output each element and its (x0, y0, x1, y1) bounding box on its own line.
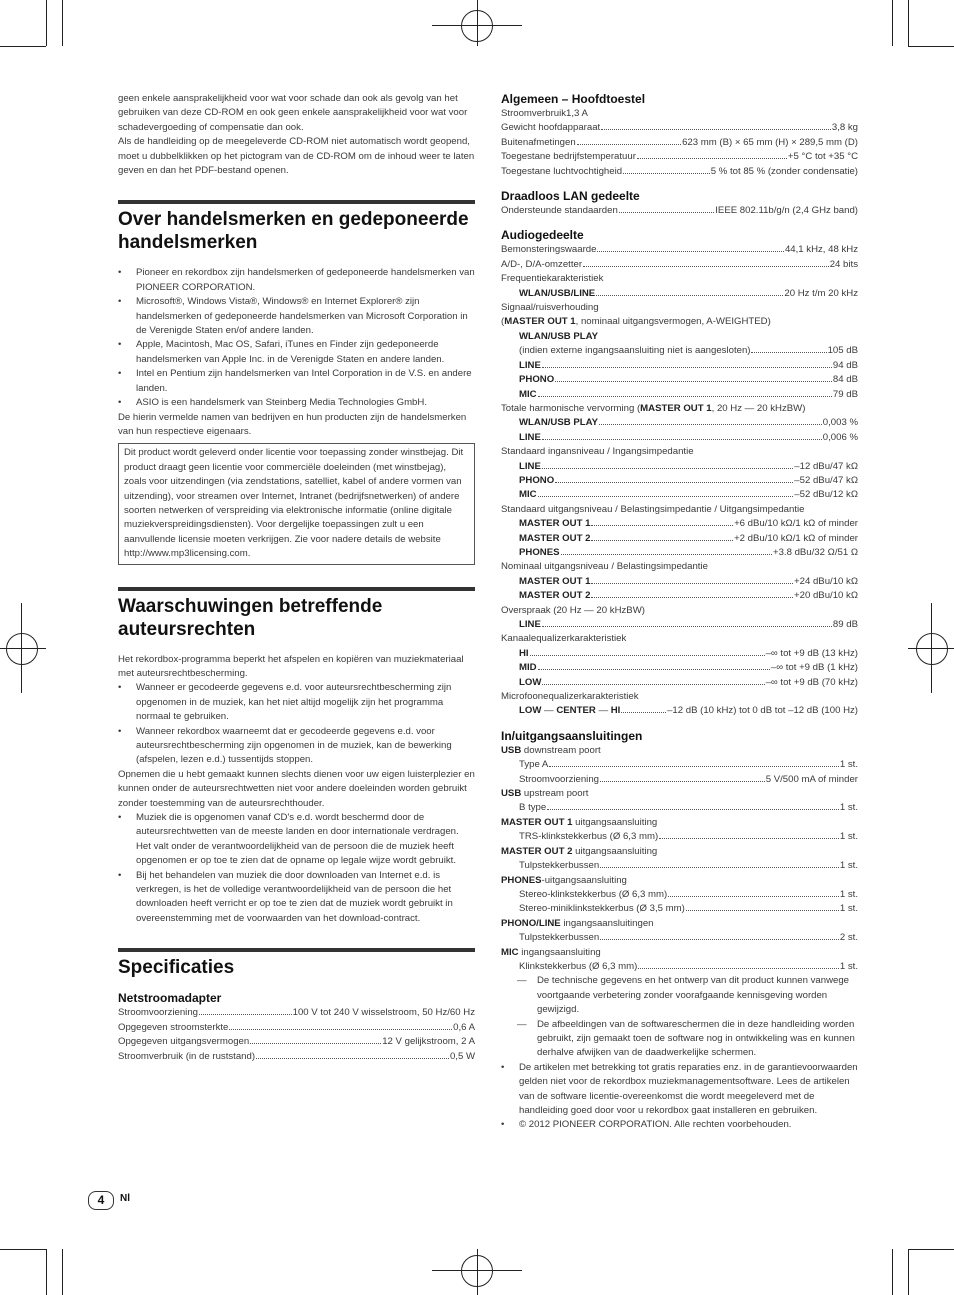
list-item: • Intel en Pentium zijn handelsmerken van Intel Corporation in de V.S. en andere landen. (118, 367, 475, 396)
spec-value: 2 st. (839, 932, 858, 944)
spec-value: 1 st. (839, 759, 858, 771)
spec-label: Stroomverbruik (in de ruststand) (118, 1050, 256, 1062)
spec-label: Klinkstekkerbus (Ø 6,3 mm) (519, 960, 638, 972)
spec-row (501, 136, 858, 150)
spec-label: MIC (519, 489, 537, 501)
spec-group-label: Standaard uitgangsniveau / Belastingsimpedantie / Uitgangsimpedantie (501, 503, 805, 515)
spec-label: WLAN/USB PLAY (519, 417, 599, 429)
spec-row (501, 258, 858, 272)
crop-mark (908, 1249, 909, 1295)
spec-row (501, 661, 858, 675)
spec-row (501, 165, 858, 179)
crop-mark (892, 1249, 893, 1295)
dash-note: — De technische gegevens en het ontwerp van dit product kunnen vanwege voortgaande verbetering zonder voorafgaande kennisgeving worden gewijzigd. (501, 974, 858, 1017)
list-item: • Muziek die is opgenomen vanaf CD's e.d. wordt beschermd door de auteursrechtwetten van de meeste landen en door internationale verdragen. Het valt onder de verantwoordelijkheid van de persoon die de muziek heeft opgenomen er op toe te zien dat de opname op legale wijze wordt gebruikt. (118, 811, 475, 869)
spec-row (501, 150, 858, 164)
spec-row (501, 647, 858, 661)
spec-row (501, 517, 858, 531)
spec-group-label: Nominaal uitgangsniveau / Belastingsimpedantie (501, 561, 708, 573)
spec-row (501, 758, 858, 772)
spec-label: MASTER OUT 1 (519, 518, 591, 530)
spec-label: Bemonsteringswaarde (501, 244, 597, 256)
spec-row (501, 960, 858, 974)
spec-label: Gewicht hoofdapparaat (501, 122, 601, 134)
spec-value: –52 dBu/47 kΩ (794, 474, 858, 486)
spec-label: Toegestane luchtvochtigheid (501, 165, 623, 177)
spec-value: –12 dB (10 kHz) tot 0 dB tot –12 dB (100 Hz) (667, 705, 858, 717)
spec-label: Stereo-klinkstekkerbus (Ø 6,3 mm) (519, 888, 668, 900)
list-item: • Microsoft®, Windows Vista®, Windows® en Internet Explorer® zijn handelsmerken of gedeponeerde handelsmerken van Microsoft Corporation in de Verenigde Staten en/of andere landen. (118, 295, 475, 338)
spec-label: Buitenafmetingen (501, 136, 576, 148)
list-item: • Bij het behandelen van muziek die door downloaden van Internet e.d. is verkregen, is het de volledige verantwoordelijkheid van de persoon die het downloaden heeft verricht er op toe te zien dat de muziek wordt gebruikt in overeenstemming met de voorwaarden van het download-contract. (118, 869, 475, 927)
spec-value: 1 st. (839, 888, 858, 900)
spec-value: 1 st. (839, 903, 858, 915)
spec-row (501, 416, 858, 430)
spec-label: MASTER OUT 2 (519, 590, 591, 602)
language-code: Nl (120, 1193, 130, 1204)
spec-group-label: (MASTER OUT 1, nominaal uitgangsvermogen, A-WEIGHTED) (501, 316, 771, 328)
list-item: • De artikelen met betrekking tot gratis reparaties enz. in de garantievoorwaarden gelden niet voor de rekordbox muziekmanagementsoftware. Lees de artikelen van de software licentie-overeenkomst die wordt meegeleverd met de handleiding goed door voor u rekordbox gaat installeren en gebruiken. (501, 1061, 858, 1119)
spec-row (501, 373, 858, 387)
spec-value: 1 st. (839, 831, 858, 843)
crop-mark (908, 46, 954, 47)
spec-label: Opgegeven stroomsterkte (118, 1021, 229, 1033)
general-heading: Algemeen – Hoofdtoestel (501, 92, 646, 106)
spec-value: 94 dB (832, 359, 858, 371)
spec-value: 84 dB (832, 374, 858, 386)
spec-row (501, 532, 858, 546)
spec-value: +6 dBu/10 kΩ/1 kΩ of minder (734, 518, 858, 530)
left-column (118, 92, 475, 1064)
spec-label: MID (519, 662, 537, 674)
spec-value: +24 dBu/10 kΩ (794, 575, 858, 587)
spec-row (501, 431, 858, 445)
adapter-heading: Netstroomadapter (118, 991, 222, 1006)
spec-label: LINE (519, 431, 541, 443)
spec-value: 0,6 A (453, 1021, 475, 1033)
io-group-label: USB upstream poort (501, 788, 589, 800)
spec-value: 24 bits (829, 258, 858, 270)
io-group-label: MASTER OUT 1 uitgangsaansluiting (501, 816, 658, 828)
io-group-label: MASTER OUT 2 uitgangsaansluiting (501, 845, 658, 857)
spec-group-label: Totale harmonische vervorming (MASTER OUT 1, 20 Hz — 20 kHzBW) (501, 402, 806, 414)
io-group-label: USB downstream poort (501, 744, 601, 756)
spec-row (501, 676, 858, 690)
copyright-heading: Waarschuwingen betreffende auteursrechten (118, 587, 475, 641)
crop-mark (62, 1249, 63, 1295)
spec-label: LINE (519, 619, 541, 630)
spec-row (501, 243, 858, 257)
spec-label: Tulpstekkerbussen (519, 860, 600, 872)
spec-label: Toegestane bedrijfstemperatuur (501, 151, 636, 163)
spec-value: 623 mm (B) × 65 mm (H) × 289,5 mm (D) (682, 136, 858, 148)
spec-label: LOW (519, 676, 542, 688)
spec-value: 79 dB (832, 388, 858, 400)
spec-row (501, 287, 858, 301)
intro-paragraph: Als de handleiding op de meegeleverde CD-ROM niet automatisch wordt geopend, moet u dubbelklikken op het pictogram van de CD-ROM om de inhoud weer te laten geven en dan het PDF-bestand openen. (118, 136, 475, 177)
spec-label: WLAN/USB/LINE (519, 287, 596, 299)
spec-value: +3.8 dBu/32 Ω/51 Ω (772, 546, 858, 558)
spec-row (501, 859, 858, 873)
spec-sub-label: WLAN/USB PLAY (519, 330, 599, 342)
crop-mark (0, 46, 46, 47)
spec-value: –∞ tot +9 dB (1 kHz) (770, 662, 858, 674)
spec-row (501, 460, 858, 474)
crop-mark (908, 0, 909, 46)
spec-value: 20 Hz t/m 20 kHz (784, 287, 858, 299)
spec-row (501, 618, 858, 632)
copyright-paragraph: Het rekordbox-programma beperkt het afspelen en kopiëren van muziekmateriaal met auteursrechtbescherming. (118, 653, 464, 679)
io-heading: In/uitgangsaansluitingen (501, 728, 643, 743)
io-group-label: PHONES-uitgangsaansluiting (501, 874, 627, 886)
spec-group-label: Overspraak (20 Hz — 20 kHzBW) (501, 604, 645, 616)
spec-label: MASTER OUT 1 (519, 575, 591, 587)
list-item: • ASIO is een handelsmerk van Steinberg Media Technologies GmbH. (118, 396, 475, 410)
crop-mark (908, 1249, 954, 1250)
spec-label: A/D-, D/A-omzetter (501, 258, 583, 270)
spec-row (501, 488, 858, 502)
spec-row (501, 902, 858, 916)
spec-value: 5 V/500 mA of minder (765, 773, 858, 785)
spec-row (501, 121, 858, 135)
spec-row (501, 474, 858, 488)
spec-value: –52 dBu/12 kΩ (794, 489, 858, 501)
spec-label: Stroomvoorziening (118, 1007, 198, 1019)
spec-value: IEEE 802.11b/g/n (2,4 GHz band) (715, 205, 858, 217)
spec-label: Tulpstekkerbussen (519, 932, 600, 944)
page-number: 4 (88, 1191, 114, 1210)
trademarks-note: De hierin vermelde namen van bedrijven en hun producten zijn de handelsmerken van hun respectieve eigenaars. (118, 411, 467, 437)
spec-label: (indien externe ingangsaansluiting niet is aangesloten) (519, 345, 751, 357)
spec-value: 44,1 kHz, 48 kHz (784, 244, 858, 256)
spec-label: TRS-klinkstekkerbus (Ø 6,3 mm) (519, 831, 659, 843)
io-groups (501, 744, 858, 975)
spec-row (501, 830, 858, 844)
spec-value: 1 st. (839, 860, 858, 872)
spec-value: 1 st. (839, 802, 858, 814)
license-box: Dit product wordt geleverd onder licentie voor toepassing zonder winstbejag. Dit product draagt geen licentie voor commerciële doeleinden (met winstbejag), zoals voor uitzendingen (via zendstations, satelliet, kabel of andere vormen van uitzending), voor streamen over Internet, Intranet (bedrijfsnetwerken) of andere soorten netwerken of verspreiding via elektronische informatie (online digitale muziekverspreidingsdiensten). Voor dergelijke toepassingen zult u een aanvullende licensie moeten verkrijgen. Zie voor nadere details de website http://www.mp3licensing.com. (118, 443, 475, 564)
list-item: • Wanneer rekordbox waarneemt dat er gecodeerde gegevens e.d. voor auteursrechtbescherming zijn opgenomen in de muziek, kan de bewerking (afspelen, lezen e.d.) tussentijds stoppen. (118, 725, 475, 768)
spec-value: +20 dBu/10 kΩ (794, 590, 858, 602)
list-item: • Apple, Macintosh, Mac OS, Safari, iTunes en Finder zijn gedeponeerde handelsmerken van Apple Inc. in de Verenigde Staten en andere landen. (118, 338, 475, 367)
crop-mark (892, 0, 893, 46)
specs-heading: Specificaties (118, 948, 475, 979)
spec-group-label: Standaard ingansniveau / Ingangsimpedantie (501, 446, 694, 458)
spec-label: PHONO (519, 474, 555, 486)
spec-label: Ondersteunde standaarden (501, 205, 618, 217)
wlan-heading: Draadloos LAN gedeelte (501, 189, 640, 204)
list-item: • Wanneer er gecodeerde gegevens e.d. voor auteursrechtbescherming zijn opgenomen in de muziek, kan het niet altijd mogelijk zijn het programma normaal te gebruiken. (118, 681, 475, 724)
spec-row (501, 773, 858, 787)
crop-mark (0, 1249, 46, 1250)
spec-row (501, 801, 858, 815)
spec-group-label: Frequentiekarakteristiek (501, 273, 604, 285)
spec-label: Stroomvoorziening (519, 773, 599, 785)
spec-row (501, 344, 858, 358)
spec-row (501, 575, 858, 589)
spec-value: 100 V tot 240 V wisselstroom, 50 Hz/60 Hz (292, 1007, 475, 1019)
spec-row (118, 1006, 475, 1020)
spec-label: MIC (519, 388, 537, 400)
spec-row (501, 204, 858, 218)
spec-label: Type A (519, 759, 549, 771)
spec-row (501, 589, 858, 603)
intro-paragraph: geen enkele aansprakelijkheid voor wat voor schade dan ook als gevolg van het gebruiken van deze CD-ROM en ook geen enkele aansprakelijkheid voor wat voor schadevergoeding of compensatie dan ook. (118, 93, 468, 133)
copyright-paragraph: Opnemen die u hebt gemaakt kunnen slechts dienen voor uw eigen luisterplezier en kunnen onder de auteursrechtwetten niet voor andere doeleinden worden gebruikt zonder toestemming van de auteursrechthouder. (118, 768, 475, 809)
spec-row (501, 931, 858, 945)
spec-row (501, 546, 858, 560)
spec-group-label: Microfoonequalizerkarakteristiek (501, 691, 639, 703)
spec-row (501, 359, 858, 373)
spec-value: 89 dB (832, 619, 858, 630)
spec-group-label: Kanaalequalizerkarakteristiek (501, 633, 627, 645)
spec-label: LINE (519, 460, 541, 472)
spec-row (118, 1050, 475, 1064)
audio-heading: Audiogedeelte (501, 228, 584, 243)
crop-mark (46, 0, 47, 46)
io-group-label: PHONO/LINE ingangsaansluitingen (501, 917, 654, 929)
spec-value: 0,006 % (822, 431, 858, 443)
spec-line: Stroomverbruik1,3 A (501, 108, 588, 119)
spec-value: –12 dBu/47 kΩ (794, 460, 858, 472)
spec-value: 12 V gelijkstroom, 2 A (382, 1036, 475, 1048)
spec-value: –∞ tot +9 dB (13 kHz) (765, 647, 858, 659)
spec-label: MASTER OUT 2 (519, 532, 591, 544)
spec-value: 5 % tot 85 % (zonder condensatie) (710, 165, 858, 177)
spec-label: Stereo-miniklinkstekkerbus (Ø 3,5 mm) (519, 903, 685, 915)
spec-value: 0,5 W (449, 1050, 475, 1062)
spec-value: 1 st. (839, 960, 858, 972)
spec-value: –∞ tot +9 dB (70 kHz) (765, 676, 858, 688)
dash-note: — De afbeeldingen van de softwareschermen die in deze handleiding worden gebruikt, zijn gemaakt toen de software nog in ontwikkeling was en kunnen derhalve afwijken van de daadwerkelijke schermen. (501, 1018, 858, 1061)
spec-label: HI (519, 647, 529, 659)
spec-label: PHONES (519, 546, 560, 558)
right-column (501, 92, 858, 1133)
io-group-label: MIC ingangsaansluiting (501, 946, 601, 958)
spec-value: 105 dB (827, 345, 858, 357)
spec-label: Opgegeven uitgangsvermogen (118, 1036, 250, 1048)
crop-mark (46, 1249, 47, 1295)
spec-row (118, 1021, 475, 1035)
spec-label: PHONO (519, 374, 555, 386)
spec-value: 0,003 % (822, 417, 858, 429)
spec-value: 3,8 kg (831, 122, 858, 134)
trademarks-heading: Over handelsmerken en gedeponeerde handelsmerken (118, 200, 475, 254)
spec-label: B type (519, 802, 547, 814)
spec-row (118, 1035, 475, 1049)
list-item: • © 2012 PIONEER CORPORATION. Alle rechten voorbehouden. (501, 1118, 858, 1132)
spec-row: LOW — CENTER — HI –12 dB (10 kHz) tot 0 dB tot –12 dB (100 Hz) (501, 704, 858, 718)
spec-row (501, 388, 858, 402)
crop-mark (62, 0, 63, 46)
list-item: • Pioneer en rekordbox zijn handelsmerken of gedeponeerde handelsmerken van PIONEER CORPORATION. (118, 266, 475, 295)
spec-label: LINE (519, 359, 541, 371)
spec-row (501, 888, 858, 902)
spec-group-label: Signaal/ruisverhouding (501, 302, 599, 314)
spec-value: +5 °C tot +35 °C (787, 151, 858, 163)
spec-value: +2 dBu/10 kΩ/1 kΩ of minder (734, 532, 858, 544)
